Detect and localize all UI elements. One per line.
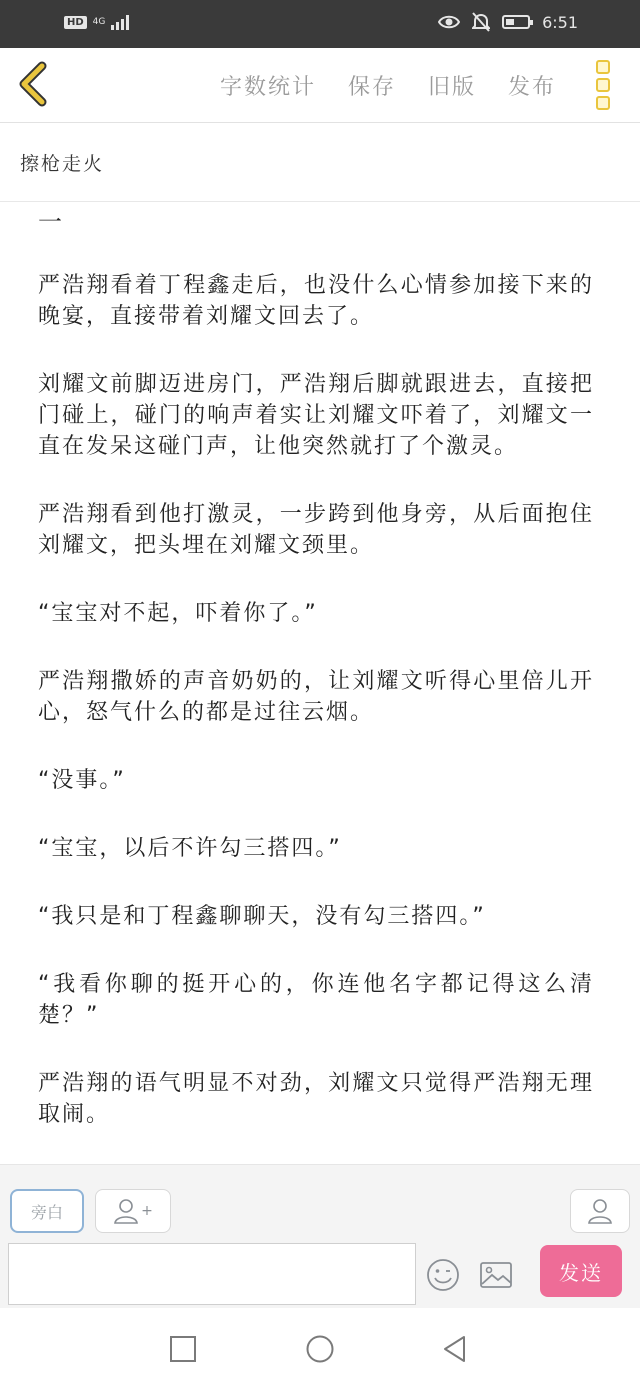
my-character-button[interactable] <box>570 1189 630 1233</box>
status-bar <box>0 0 640 48</box>
bell-off-icon <box>472 12 490 32</box>
emoji-icon[interactable] <box>425 1257 461 1293</box>
paragraph: 刘耀文前脚迈进房门，严浩翔后脚就跟进去，直接把门碰上，碰门的响声着实让刘耀文吓着了，刘耀文一直在发呆这碰门声，让他突然就打了个激灵。 <box>38 372 594 459</box>
chapter-mark: 一 <box>38 208 62 236</box>
recents-icon[interactable] <box>168 1334 198 1364</box>
image-icon[interactable] <box>478 1257 514 1293</box>
status-right <box>438 12 578 32</box>
message-input[interactable] <box>8 1243 416 1305</box>
system-nav-bar <box>0 1308 640 1387</box>
home-icon[interactable] <box>305 1334 335 1364</box>
hd-badge: HD <box>64 16 87 29</box>
more-menu-icon[interactable] <box>596 60 614 110</box>
network-type <box>93 18 106 27</box>
old-version-button[interactable]: 旧版 <box>428 75 477 100</box>
narrator-button[interactable] <box>10 1189 84 1233</box>
network-label: 4G <box>92 16 106 27</box>
story-content <box>38 204 594 1130</box>
paragraph: “我看你聊的挺开心的，你连他名字都记得这么清楚？” <box>38 972 594 1028</box>
paragraph: 严浩翔的语气明显不对劲，刘耀文只觉得严浩翔无理取闹。 <box>38 1071 594 1127</box>
paragraph: “没事。” <box>38 768 126 793</box>
add-character-button[interactable] <box>95 1189 171 1233</box>
back-icon[interactable] <box>14 60 54 108</box>
save-button[interactable]: 保存 <box>348 75 397 100</box>
user-icon <box>113 1197 139 1225</box>
narrator-label: 旁白 <box>30 1202 63 1222</box>
paragraph: “宝宝，以后不许勾三搭四。” <box>38 836 342 861</box>
send-button[interactable] <box>540 1245 622 1297</box>
paragraph: “我只是和丁程鑫聊聊天，没有勾三搭四。” <box>38 904 486 929</box>
publish-button[interactable]: 发布 <box>508 75 557 100</box>
paragraph: 严浩翔撒娇的声音奶奶的，让刘耀文听得心里倍儿开心，怒气什么的都是过往云烟。 <box>38 669 594 725</box>
battery-icon <box>502 15 530 29</box>
signal-icon <box>111 14 129 30</box>
send-label: 发送 <box>559 1260 603 1285</box>
status-left <box>64 14 129 30</box>
header-actions <box>220 70 556 101</box>
story-title[interactable]: 擦枪走火 <box>20 153 105 175</box>
message-composer <box>0 1164 640 1309</box>
story-title-row <box>0 123 640 202</box>
user-icon <box>587 1197 613 1225</box>
paragraph: “宝宝对不起，吓着你了。” <box>38 601 318 626</box>
status-time: 6:51 <box>542 12 578 32</box>
app-header <box>0 48 640 123</box>
eye-icon <box>438 14 460 30</box>
word-count-button[interactable]: 字数统计 <box>220 75 317 100</box>
nav-back-icon[interactable] <box>440 1334 470 1364</box>
add-label: + <box>141 1203 153 1219</box>
paragraph: 严浩翔看着丁程鑫走后，也没什么心情参加接下来的晚宴，直接带着刘耀文回去了。 <box>38 273 594 329</box>
paragraph: 严浩翔看到他打激灵，一步跨到他身旁，从后面抱住刘耀文，把头埋在刘耀文颈里。 <box>38 502 594 558</box>
